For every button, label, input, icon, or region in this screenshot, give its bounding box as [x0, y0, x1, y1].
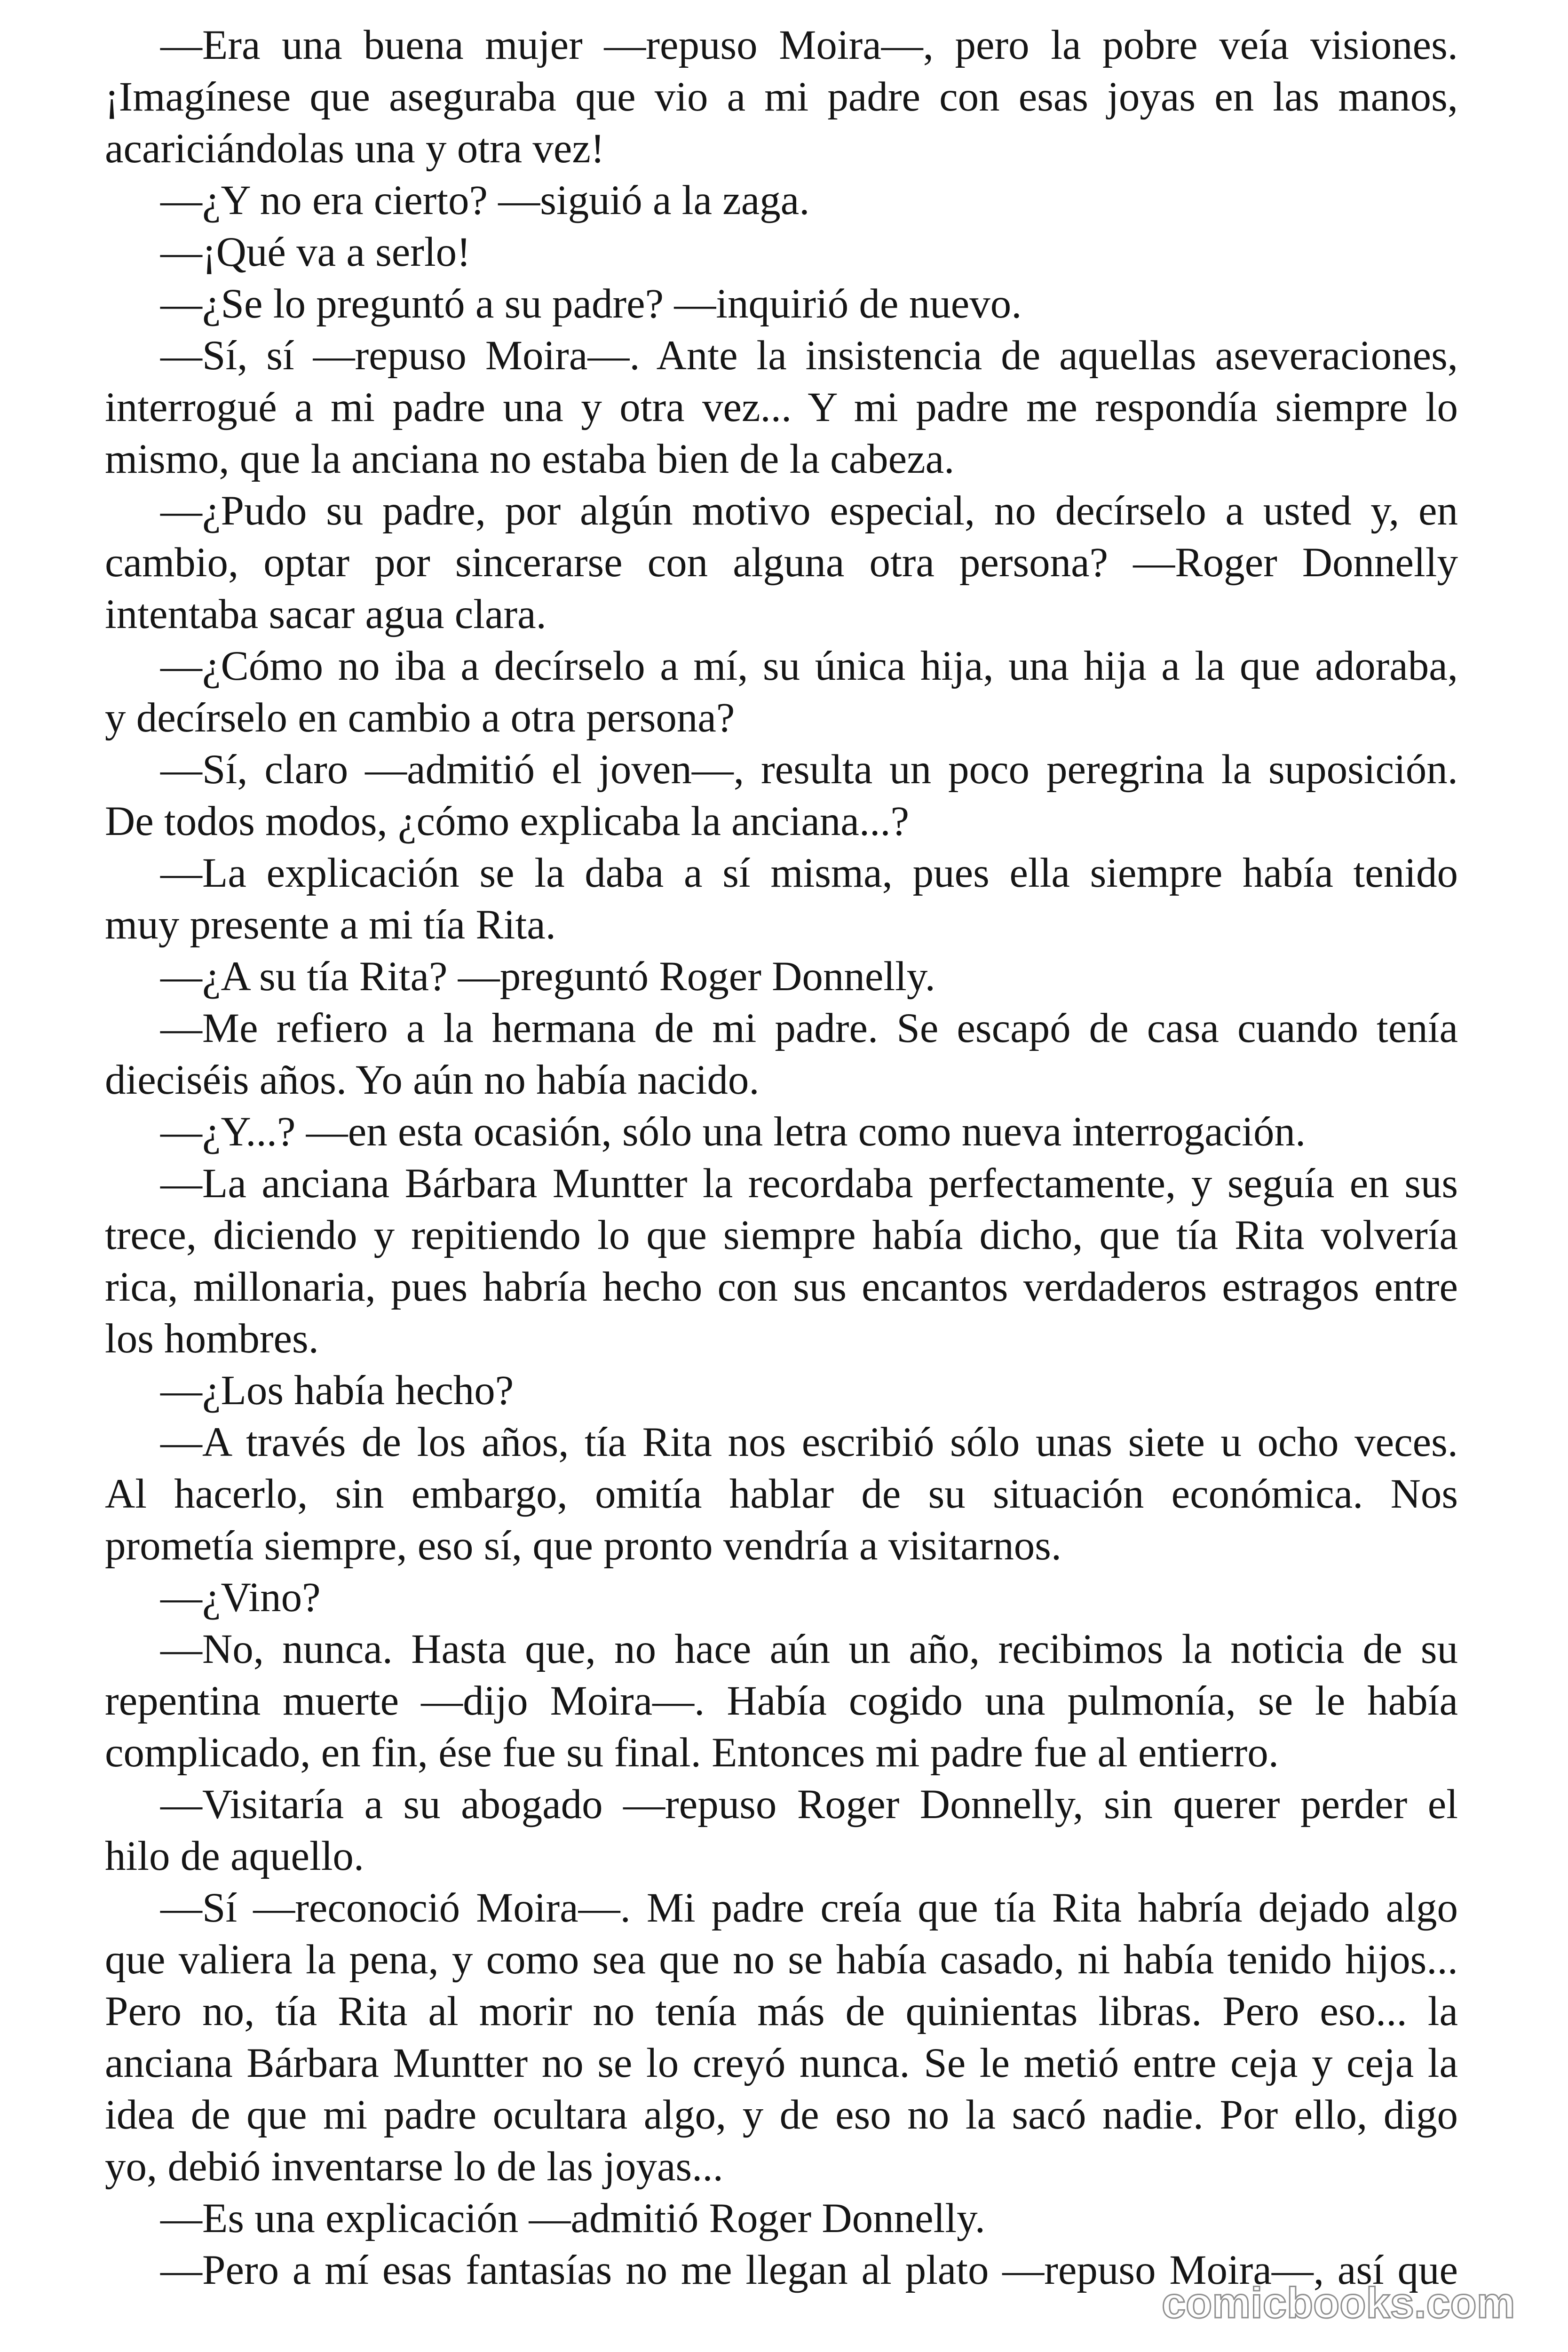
paragraph — [105, 1416, 1458, 1572]
text-line: —Pero a mí esas fantasías no me llegan al plato —repuso Moira—, así que — [160, 2247, 1458, 2293]
paragraph — [105, 175, 1458, 226]
text-line: —¿Y no era cierto? —siguió a la zaga. — [160, 177, 810, 223]
paragraph — [105, 1106, 1458, 1158]
paragraph — [105, 19, 1458, 175]
text-line: ¡Imagínese que aseguraba que vio a mi padre con esas joyas en las manos, — [105, 74, 1458, 120]
text-line: los hombres. — [105, 1316, 319, 1362]
paragraph — [105, 951, 1458, 1002]
text-line: acariciándolas una y otra vez! — [105, 126, 605, 172]
text-line: —La explicación se la daba a sí misma, pues ella siempre había tenido — [160, 850, 1458, 896]
paragraph — [105, 847, 1458, 951]
text-line: —Sí —reconoció Moira—. Mi padre creía que tía Rita habría dejado algo — [160, 1885, 1458, 1931]
text-line: dieciséis años. Yo aún no había nacido. — [105, 1057, 760, 1103]
text-line: rica, millonaria, pues habría hecho con sus encantos verdaderos estragos entre — [105, 1264, 1458, 1310]
text-line: —¿Se lo preguntó a su padre? —inquirió de nuevo. — [160, 281, 1022, 327]
text-line: —Sí, claro —admitió el joven—, resulta un poco peregrina la suposición. — [160, 747, 1458, 793]
text-line: —¿Pudo su padre, por algún motivo especial, no decírselo a usted y, en — [160, 488, 1458, 534]
text-line: —¿Vino? — [160, 1574, 321, 1621]
text-line: —No, nunca. Hasta que, no hace aún un año, recibimos la noticia de su — [160, 1626, 1458, 1672]
paragraph — [105, 1365, 1458, 1416]
text-line: —¿A su tía Rita? —preguntó Roger Donnelly. — [160, 954, 935, 1000]
paragraph — [105, 226, 1458, 278]
paragraph — [105, 330, 1458, 485]
text-line: repentina muerte —dijo Moira—. Había cogido una pulmonía, se le había — [105, 1678, 1458, 1724]
text-line: —La anciana Bárbara Muntter la recordaba perfectamente, y seguía en sus — [160, 1160, 1458, 1207]
text-line: hilo de aquello. — [105, 1833, 364, 1879]
text-line: Pero no, tía Rita al morir no tenía más de quinientas libras. Pero eso... la — [105, 1988, 1458, 2034]
text-line: —Me refiero a la hermana de mi padre. Se escapó de casa cuando tenía — [160, 1005, 1458, 1051]
text-line: —Sí, sí —repuso Moira—. Ante la insistencia de aquellas aseveraciones, — [160, 333, 1458, 379]
text-line: —A través de los años, tía Rita nos escribió sólo unas siete u ocho veces. — [160, 1419, 1458, 1465]
text-line: De todos modos, ¿cómo explicaba la anciana...? — [105, 798, 910, 844]
text-line: idea de que mi padre ocultara algo, y de eso no la sacó nadie. Por ello, digo — [105, 2092, 1458, 2138]
text-line: mismo, que la anciana no estaba bien de la cabeza. — [105, 436, 955, 482]
paragraph — [105, 1882, 1458, 2193]
text-line: intentaba sacar agua clara. — [105, 591, 546, 637]
paragraph — [105, 1572, 1458, 1623]
paragraph — [105, 2193, 1458, 2244]
text-line: y decírselo en cambio a otra persona? — [105, 695, 735, 741]
text-line: —Es una explicación —admitió Roger Donnelly. — [160, 2195, 986, 2241]
paragraph — [105, 640, 1458, 744]
paragraph — [105, 744, 1458, 847]
text-line: —¿Los había hecho? — [160, 1367, 514, 1414]
paragraph — [105, 1779, 1458, 1882]
watermark: comicbooks.com — [1162, 2279, 1515, 2327]
text-line: yo, debió inventarse lo de las joyas... — [105, 2144, 723, 2190]
text-line: —Visitaría a su abogado —repuso Roger Donnelly, sin querer perder el — [160, 1781, 1458, 1828]
text-line: anciana Bárbara Muntter no se lo creyó nunca. Se le metió entre ceja y ceja la — [105, 2040, 1458, 2086]
paragraph — [105, 1158, 1458, 1365]
text-line: complicado, en fin, ése fue su final. Entonces mi padre fue al entierro. — [105, 1730, 1279, 1776]
text-line: que valiera la pena, y como sea que no se había casado, ni había tenido hijos... — [105, 1937, 1458, 1983]
text-line: muy presente a mi tía Rita. — [105, 902, 556, 948]
text-line: cambio, optar por sincerarse con alguna otra persona? —Roger Donnelly — [105, 540, 1458, 586]
paragraph — [105, 1002, 1458, 1106]
paragraph — [105, 278, 1458, 330]
text-line: trece, diciendo y repitiendo lo que siempre había dicho, que tía Rita volvería — [105, 1212, 1458, 1258]
paragraph — [105, 1623, 1458, 1779]
text-line: —¡Qué va a serlo! — [160, 229, 471, 275]
text-line: Al hacerlo, sin embargo, omitía hablar de su situación económica. Nos — [105, 1471, 1458, 1517]
text-line: —Era una buena mujer —repuso Moira—, pero la pobre veía visiones. — [160, 22, 1458, 68]
page-text — [105, 19, 1458, 2296]
text-line: —¿Y...? —en esta ocasión, sólo una letra como nueva interrogación. — [160, 1109, 1306, 1155]
text-line: —¿Cómo no iba a decírselo a mí, su única hija, una hija a la que adoraba, — [160, 643, 1458, 689]
paragraph — [105, 485, 1458, 640]
text-line: prometía siempre, eso sí, que pronto vendría a visitarnos. — [105, 1523, 1062, 1569]
text-line: interrogué a mi padre una y otra vez... Y mi padre me respondía siempre lo — [105, 384, 1458, 430]
